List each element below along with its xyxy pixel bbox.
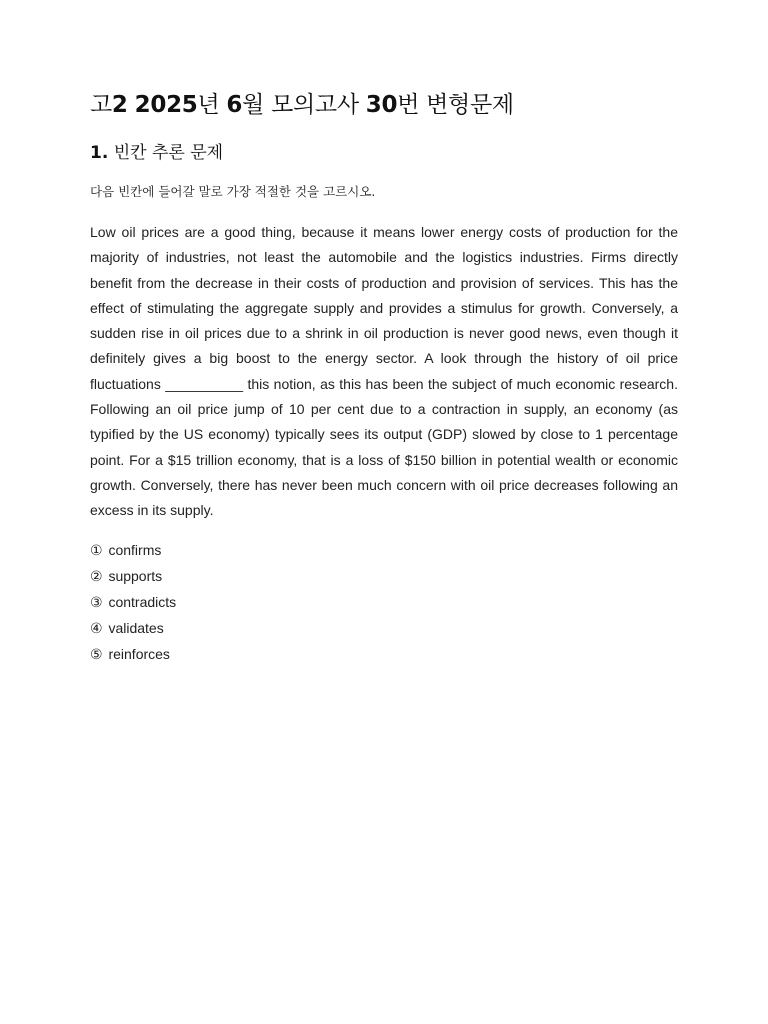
title-prefix: 고 — [90, 92, 112, 118]
choice-text: validates — [108, 620, 164, 637]
answer-choice-2 — [90, 564, 678, 590]
title-year: 2025 — [134, 92, 198, 118]
choice-marker: ① — [90, 542, 103, 559]
choice-marker: ④ — [90, 621, 103, 638]
answer-choice-4 — [90, 616, 678, 642]
answer-choices — [90, 538, 678, 669]
document-title — [90, 88, 678, 122]
answer-choice-5 — [90, 642, 678, 668]
answer-choice-3 — [90, 590, 678, 616]
choice-marker: ③ — [90, 594, 103, 611]
answer-choice-1 — [90, 538, 678, 564]
reading-passage: Low oil prices are a good thing, because it means lower energy costs of production for the majority of industries, not least the automobile and the logistics industries. Firms directly benefit from the decrease in their costs of production and provision of services. This has the effect of stimulating the aggregate supply and provides a stimulus for growth. Conversely, a sudden rise in oil prices due to a shrink in oil production is never good news, even though it definitely gives a big boost to the energy sector. A look through the history of oil price fluctuations __________ this notion, as this has been the subject of much economic research. Following an oil price jump of 10 per cent due to a contraction in supply, an economy (as typified by the US economy) typically sees its output (GDP) slowed by close to 1 percentage point. For a $15 trillion economy, that is a loss of $150 billion in potential wealth or economic growth. Conversely, there has never been much concern with oil price decreases following an excess in its supply. — [90, 224, 678, 519]
title-number: 30 — [365, 92, 398, 118]
title-month: 6 — [226, 92, 243, 118]
choice-text: reinforces — [108, 646, 170, 663]
choice-text: contradicts — [108, 593, 177, 610]
choice-marker: ② — [90, 568, 103, 585]
choice-marker: ⑤ — [90, 647, 103, 664]
title-space — [128, 92, 135, 118]
section-heading — [90, 140, 678, 166]
title-grade: 2 — [111, 92, 128, 118]
title-month-unit: 월 모의고사 — [242, 92, 366, 118]
choice-text: supports — [108, 567, 163, 584]
section-heading-text: 빈칸 추론 문제 — [108, 143, 224, 163]
title-suffix: 번 변형문제 — [397, 92, 514, 118]
title-year-unit: 년 — [197, 92, 227, 118]
choice-text: confirms — [108, 541, 162, 558]
section-number: 1. — [90, 143, 109, 163]
question-instruction: 다음 빈칸에 들어갈 말로 가장 적절한 것을 고르시오. — [90, 184, 376, 199]
